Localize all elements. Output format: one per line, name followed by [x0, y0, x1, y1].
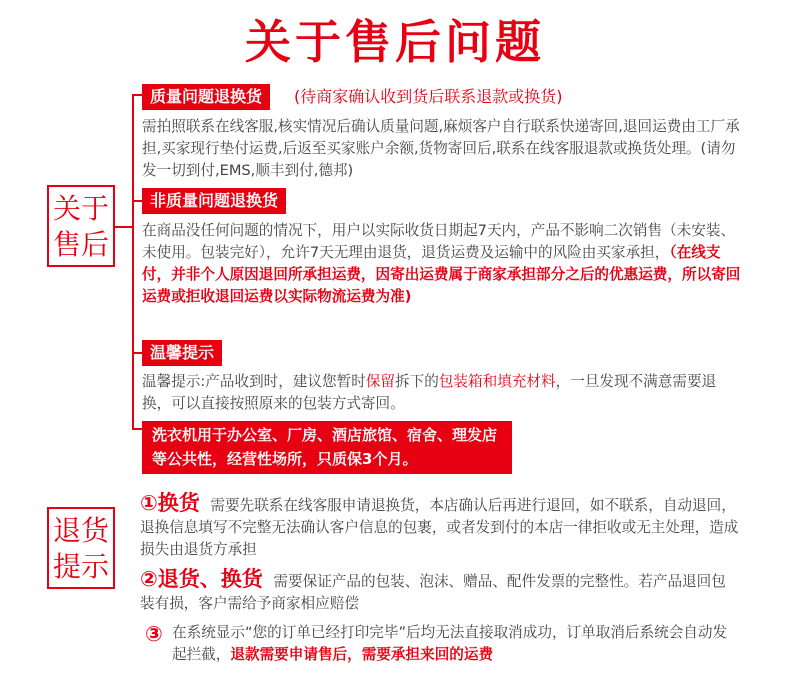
non-quality-return-text: [142, 220, 742, 308]
return-item-2-text: 需要保证产品的包装、泡沫、赠品、配件发票的完整性。若产品退回包装有损，客户需给予商家相应赔偿: [140, 573, 726, 612]
non-quality-return-tag: 非质量问题退换货: [142, 188, 286, 214]
quality-return-tag: 质量问题退换货: [142, 84, 270, 110]
warranty-notice: 洗衣机用于办公室、厂房、酒店旅馆、宿舍、理发店等公共性，经营性场所，只质保3个月。: [142, 421, 512, 474]
warm-tips-text-a: 温馨提示:产品收到时，建议您暂时: [142, 373, 366, 390]
bracket-line: [132, 94, 134, 428]
bracket-tick-3: [132, 352, 142, 354]
warm-tips-text-packaging: 包装箱和填充材料: [438, 373, 556, 390]
return-item-1-text: 需要先联系在线客服申请退换货，本店确认后再进行退回，如不联系，自动退回，退换信息填写不完整无法确认客户信息的包裹，或者发到付的本店一律拒收或无主处理，造成损失由退货方承担: [140, 497, 739, 558]
warm-tips-text: [142, 371, 742, 415]
warm-tips-tag: 温馨提示: [142, 340, 222, 366]
after-sales-label-box: [47, 185, 115, 267]
quality-return-note: (待商家确认收到货后联系退款或换货): [294, 87, 563, 106]
return-item-2-head: ②退货、换货: [140, 567, 263, 591]
return-tips-label-box: [47, 507, 115, 589]
bracket-tick-2: [132, 200, 142, 202]
bracket-tick-4: [132, 428, 142, 430]
return-item-3-head: ③: [145, 622, 163, 646]
quality-return-text: 需拍照联系在线客服,核实情况后确认质量问题,麻烦客户自行联系快递寄回,退回运费由工厂承担,买家现行垫付运费,后返至买家账户余额,货物寄回后,联系在线客服退款或换货处理。(请勿发一切到付,EMS,顺丰到付,德邦): [142, 118, 740, 179]
bracket-connector: [115, 226, 132, 228]
return-item-2: [140, 568, 740, 615]
return-item-1: [140, 492, 740, 561]
page-title: 关于售后问题: [245, 15, 545, 69]
warm-tips-text-c: 拆下的: [395, 373, 439, 390]
return-item-1-head: ①换货: [140, 491, 200, 515]
warm-tips-text-keep: 保留: [365, 373, 396, 390]
after-sales-label-line2: 售后: [52, 228, 109, 261]
return-item-3-text-normal: 在系统显示“您的订单已经打印完毕”后均无法直接取消成功，订单取消后系统会自动发起拦截，: [172, 624, 728, 663]
warm-tips-text-e: ，一旦发现不满意需要退换，可以直接按照原来的包装方式寄回。: [142, 373, 717, 412]
non-quality-return-text-highlight: （在线支付，并非个人原因退回所承担运费，因寄出运费属于商家承担部分之后的优惠运费，所以寄回运费或拒收退回运费以实际物流运费为准): [142, 244, 741, 305]
return-item-3-text-highlight: 退款需要申请售后，需要承担来回的运费: [230, 646, 494, 663]
return-item-3-text: [172, 622, 738, 666]
non-quality-return-text-normal: 在商品没任何问题的情况下，用户以实际收货日期起7天内，产品不影响二次销售（未安装、未使用。包装完好），允许7天无理由退货，退货运费及运输中的风险由买家承担，: [142, 222, 736, 261]
return-tips-label-line1: 退货: [52, 514, 109, 547]
return-tips-label-line2: 提示: [52, 550, 109, 583]
bracket-tick-1: [132, 94, 142, 96]
after-sales-label-line1: 关于: [52, 192, 109, 225]
